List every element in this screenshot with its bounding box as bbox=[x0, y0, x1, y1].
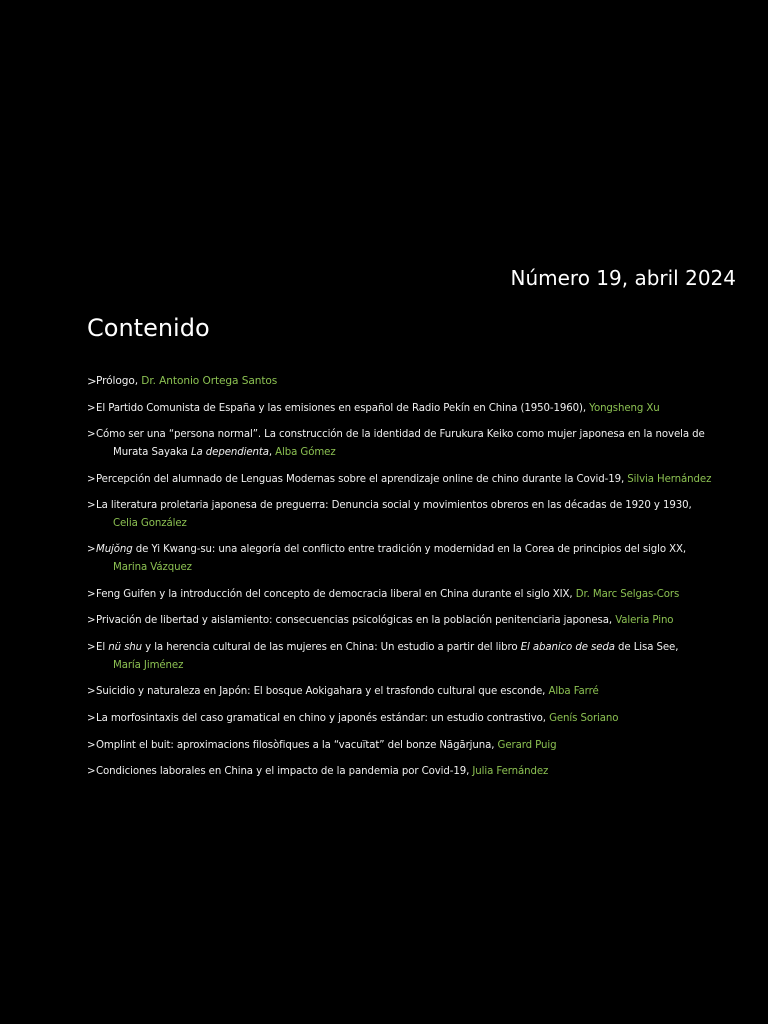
toc-entry[interactable] bbox=[87, 586, 747, 604]
author-link[interactable]: Dr. Antonio Ortega Santos bbox=[141, 375, 278, 387]
chevron-right-icon: > bbox=[87, 712, 96, 724]
entry-title-continuation bbox=[96, 657, 747, 675]
chevron-right-icon: > bbox=[87, 402, 96, 414]
entry-title bbox=[96, 541, 747, 559]
toc-entry[interactable] bbox=[87, 737, 747, 755]
entry-title-text: Omplint el buit: aproximacions filosòfiques a la “vacuïtat” del bonze Nāgārjuna, bbox=[96, 739, 498, 751]
entry-title bbox=[96, 471, 747, 489]
author-link[interactable]: Celia González bbox=[113, 517, 187, 529]
toc-entry[interactable] bbox=[87, 426, 747, 461]
chevron-right-icon: > bbox=[87, 544, 96, 556]
author-link[interactable]: Julia Fernández bbox=[472, 766, 549, 778]
entry-title bbox=[96, 426, 747, 444]
entry-title bbox=[96, 497, 747, 515]
toc-entry[interactable] bbox=[87, 471, 747, 489]
chevron-right-icon: > bbox=[87, 615, 96, 627]
table-of-contents bbox=[87, 373, 747, 790]
entry-title-text: Percepción del alumnado de Lenguas Modernas sobre el aprendizaje online de chino durante la Covid-19, bbox=[96, 473, 628, 485]
author-link[interactable]: Alba Gómez bbox=[275, 446, 336, 458]
toc-entry[interactable] bbox=[87, 373, 747, 391]
entry-title-text: Cómo ser una “persona normal”. La construcción de la identidad de Furukura Keiko como mujer japonesa en la novela de bbox=[96, 429, 705, 441]
entry-title-text: Suicidio y naturaleza en Japón: El bosque Aokigahara y el trasfondo cultural que esconde, bbox=[96, 686, 549, 698]
author-link[interactable]: María Jiménez bbox=[113, 659, 184, 671]
entry-title bbox=[96, 763, 747, 781]
toc-entry[interactable] bbox=[87, 541, 747, 576]
author-link[interactable]: Alba Farré bbox=[548, 686, 599, 698]
author-link[interactable]: Genís Soriano bbox=[549, 712, 619, 724]
chevron-right-icon: > bbox=[87, 500, 96, 512]
entry-title-text: Privación de libertad y aislamiento: consecuencias psicológicas en la población penitenciaria japonesa, bbox=[96, 615, 616, 627]
toc-entry[interactable] bbox=[87, 497, 747, 532]
entry-title-text: Murata Sayaka bbox=[113, 446, 191, 458]
entry-title bbox=[96, 683, 747, 701]
entry-title-text: , bbox=[268, 446, 276, 458]
entry-title-text: La literatura proletaria japonesa de preguerra: Denuncia social y movimientos obreros en las décadas de 1920 y 1930, bbox=[96, 500, 692, 512]
chevron-right-icon: > bbox=[87, 473, 96, 485]
toc-entry[interactable] bbox=[87, 400, 747, 418]
chevron-right-icon: > bbox=[87, 588, 96, 600]
issue-label: Número 19, abril 2024 bbox=[510, 266, 736, 290]
author-link[interactable]: Gerard Puig bbox=[497, 739, 557, 751]
entry-title-text: Condiciones laborales en China y el impacto de la pandemia por Covid-19, bbox=[96, 766, 473, 778]
entry-title-italic: nü shu bbox=[108, 642, 142, 653]
entry-title-text: y la herencia cultural de las mujeres en China: Un estudio a partir del libro bbox=[142, 642, 521, 653]
entry-title-text: La morfosintaxis del caso gramatical en chino y japonés estándar: un estudio contrastivo, bbox=[96, 712, 550, 724]
entry-title-text: El bbox=[96, 642, 109, 653]
author-link[interactable]: Dr. Marc Selgas-Cors bbox=[575, 588, 680, 600]
chevron-right-icon: > bbox=[87, 429, 96, 441]
entry-title-italic: La dependienta bbox=[190, 446, 269, 458]
entry-title-text: Feng Guifen y la introducción del concepto de democracia liberal en China durante el siglo XIX, bbox=[96, 588, 576, 600]
author-link[interactable]: Valeria Pino bbox=[615, 615, 674, 627]
entry-title-continuation bbox=[96, 444, 747, 462]
entry-title-italic: Mujŏng bbox=[96, 544, 133, 556]
chevron-right-icon: > bbox=[87, 642, 96, 653]
entry-title-text: El Partido Comunista de España y las emisiones en español de Radio Pekín en China (1950-1960), bbox=[96, 402, 590, 414]
toc-entry[interactable] bbox=[87, 639, 747, 674]
chevron-right-icon: > bbox=[87, 766, 96, 778]
chevron-right-icon: > bbox=[87, 739, 96, 751]
entry-title bbox=[96, 710, 747, 728]
chevron-right-icon: > bbox=[87, 686, 96, 698]
author-link[interactable]: Marina Vázquez bbox=[113, 561, 192, 573]
toc-entry[interactable] bbox=[87, 683, 747, 701]
toc-entry[interactable] bbox=[87, 612, 747, 630]
chevron-right-icon: > bbox=[87, 374, 97, 388]
contents-heading: Contenido bbox=[87, 314, 210, 342]
entry-title-italic: El abanico de seda bbox=[520, 642, 615, 653]
entry-title bbox=[96, 373, 747, 391]
entry-title-text: Prólogo, bbox=[96, 375, 142, 387]
entry-title-text: de Yi Kwang-su: una alegoría del conflicto entre tradición y modernidad en la Corea de principios del siglo XX, bbox=[132, 544, 687, 556]
entry-title bbox=[96, 737, 747, 755]
entry-title bbox=[96, 639, 747, 657]
entry-title-continuation bbox=[96, 515, 747, 533]
entry-title-continuation bbox=[96, 559, 747, 577]
toc-entry[interactable] bbox=[87, 763, 747, 781]
entry-title-text: de Lisa See, bbox=[614, 642, 679, 653]
entry-title bbox=[96, 586, 747, 604]
entry-title bbox=[96, 612, 747, 630]
toc-entry[interactable] bbox=[87, 710, 747, 728]
entry-title bbox=[96, 400, 747, 418]
author-link[interactable]: Silvia Hernández bbox=[627, 473, 712, 485]
author-link[interactable]: Yongsheng Xu bbox=[589, 402, 660, 414]
